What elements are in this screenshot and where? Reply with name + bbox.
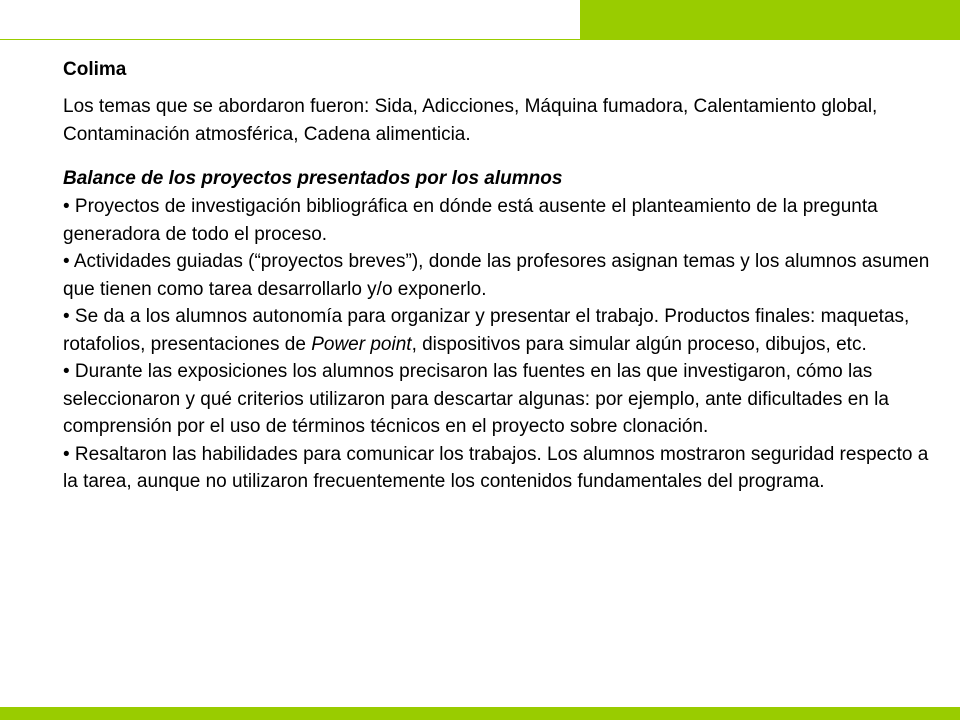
slide-content <box>63 59 933 496</box>
bottom-accent-bar <box>0 707 960 720</box>
bullet-item-1: • Proyectos de investigación bibliográfica en dónde está ausente el planteamiento de la pregunta generadora de todo el proceso. <box>63 196 878 245</box>
slide-heading: Colima <box>63 59 127 80</box>
topics-paragraph: Los temas que se abordaron fueron: Sida, Adicciones, Máquina fumadora, Calentamiento global, Contaminación atmosférica, Cadena alimenticia. <box>63 96 878 145</box>
bullet-item-3-italic-term: Power point <box>311 333 412 355</box>
bullet-item-2: • Actividades guiadas (“proyectos breves”), donde las profesores asignan temas y los alumnos asumen que tienen como tarea desarrollarlo y/o exponerlo. <box>63 251 930 300</box>
bullet-item-4: • Durante las exposiciones los alumnos precisaron las fuentes en las que investigaron, cómo las seleccionaron y qué criterios utilizaron para descartar algunas: por ejemplo, ante dificultades en la comprensión por el uso de términos técnicos en el proyecto sobre clonación. <box>63 361 889 437</box>
bullet-item-5: • Resaltaron las habilidades para comunicar los trabajos. Los alumnos mostraron seguridad respecto a la tarea, aunque no utilizaron frecuentemente los contenidos fundamentales del programa. <box>63 443 929 492</box>
balance-subheading: Balance de los proyectos presentados por los alumnos <box>63 168 563 189</box>
top-divider-line <box>0 39 580 40</box>
bullet-item-3-text-end: , dispositivos para simular algún proceso, dibujos, etc. <box>411 333 867 355</box>
bullet-item-3 <box>63 303 933 358</box>
bullet-item-3-text-start: • Se da a los alumnos autonomía para organizar y presentar el trabajo. Productos finales: maquetas, rotafolios, presentaciones de <box>63 306 910 355</box>
top-accent-block <box>580 0 960 40</box>
